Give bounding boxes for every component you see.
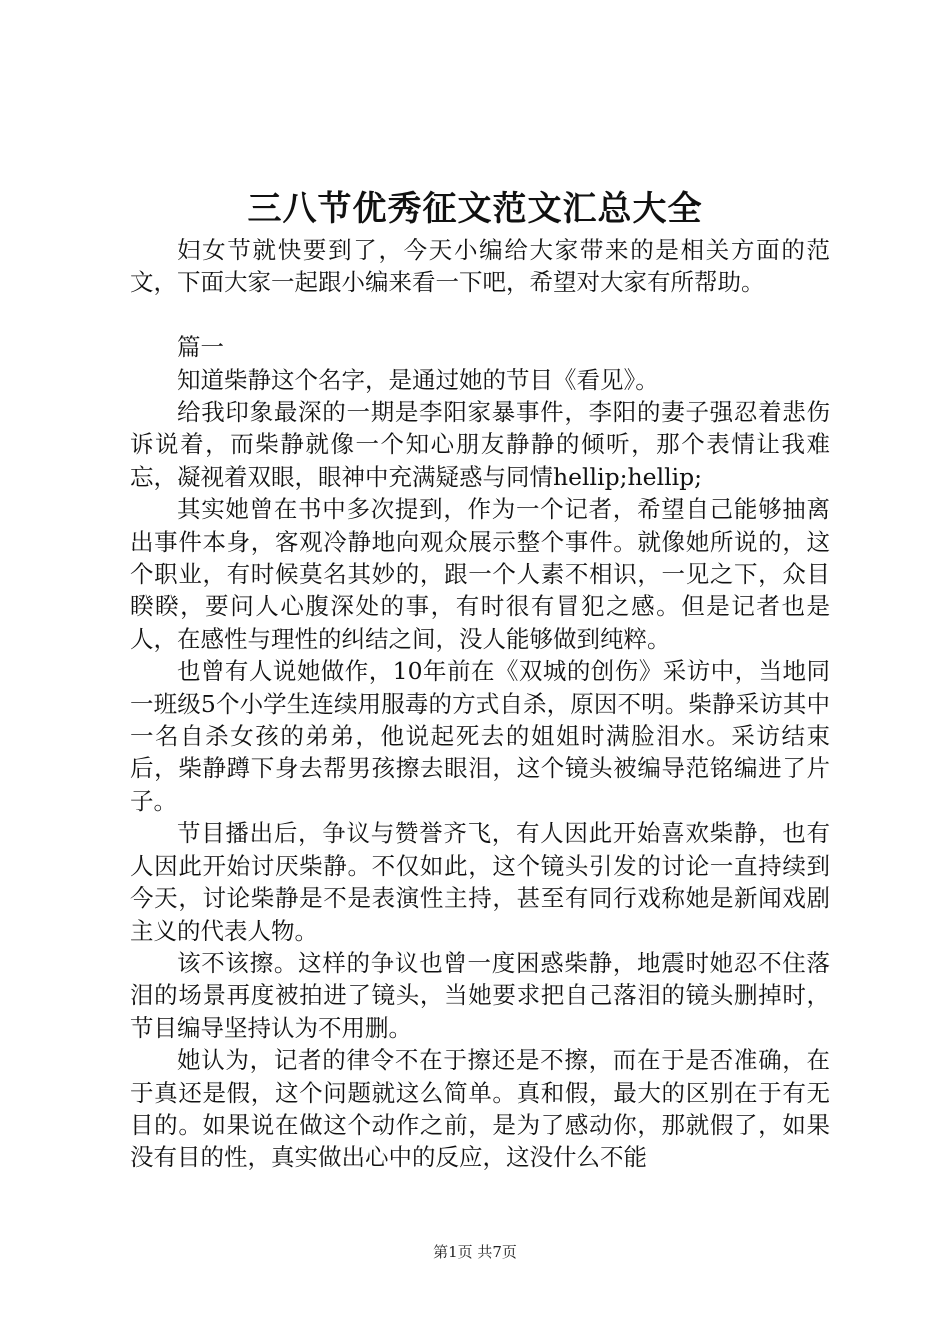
paragraph: 也曾有人说她做作，10年前在《双城的创伤》采访中，当地同一班级5个小学生连续用服毒的方式自杀，原因不明。柴静采访其中一名自杀女孩的弟弟，他说起死去的姐姐时满脸泪水。采访结束后，柴静蹲下身去帮男孩擦去眼泪，这个镜头被编导范铭编进了片子。 xyxy=(130,657,830,815)
paragraph: 该不该擦。这样的争议也曾一度困惑柴静，地震时她忍不住落泪的场景再度被拍进了镜头，当她要求把自己落泪的镜头删掉时，节目编导坚持认为不用删。 xyxy=(130,948,830,1042)
intro-paragraph: 妇女节就快要到了，今天小编给大家带来的是相关方面的范文，下面大家一起跟小编来看一下吧，希望对大家有所帮助。 xyxy=(130,236,830,297)
paragraph: 她认为，记者的律令不在于擦还是不擦，而在于是否准确，在于真还是假，这个问题就这么简单。真和假，最大的区别在于有无目的。如果说在做这个动作之前，是为了感动你，那就假了，如果没有目的性，真实做出心中的反应，这没什么不能 xyxy=(130,1046,830,1172)
document-title: 三八节优秀征文范文汇总大全 xyxy=(247,189,703,229)
paragraph: 给我印象最深的一期是李阳家暴事件，李阳的妻子强忍着悲伤诉说着，而柴静就像一个知心朋友静静的倾听，那个表情让我难忘，凝视着双眼，眼神中充满疑惑与同情hellip;hellip; xyxy=(130,398,830,491)
section-label: 篇一 xyxy=(177,333,224,362)
page-number-footer: 第1页 共7页 xyxy=(433,1243,517,1261)
paragraph: 节目播出后，争议与赞誉齐飞，有人因此开始喜欢柴静，也有人因此开始讨厌柴静。不仅如此，这个镜头引发的讨论一直持续到今天，讨论柴静是不是表演性主持，甚至有同行戏称她是新闻戏剧主义的代表人物。 xyxy=(130,819,830,945)
document-body xyxy=(130,234,830,1174)
paragraph: 知道柴静这个名字，是通过她的节目《看见》。 xyxy=(177,365,659,394)
paragraph: 其实她曾在书中多次提到，作为一个记者，希望自己能够抽离出事件本身，客观冷静地向观众展示整个事件。就像她所说的，这个职业，有时候莫名其妙的，跟一个人素不相识，一见之下，众目睽睽，要问人心腹深处的事，有时很有冒犯之感。但是记者也是人，在感性与理性的纠结之间，没人能够做到纯粹。 xyxy=(130,495,830,653)
